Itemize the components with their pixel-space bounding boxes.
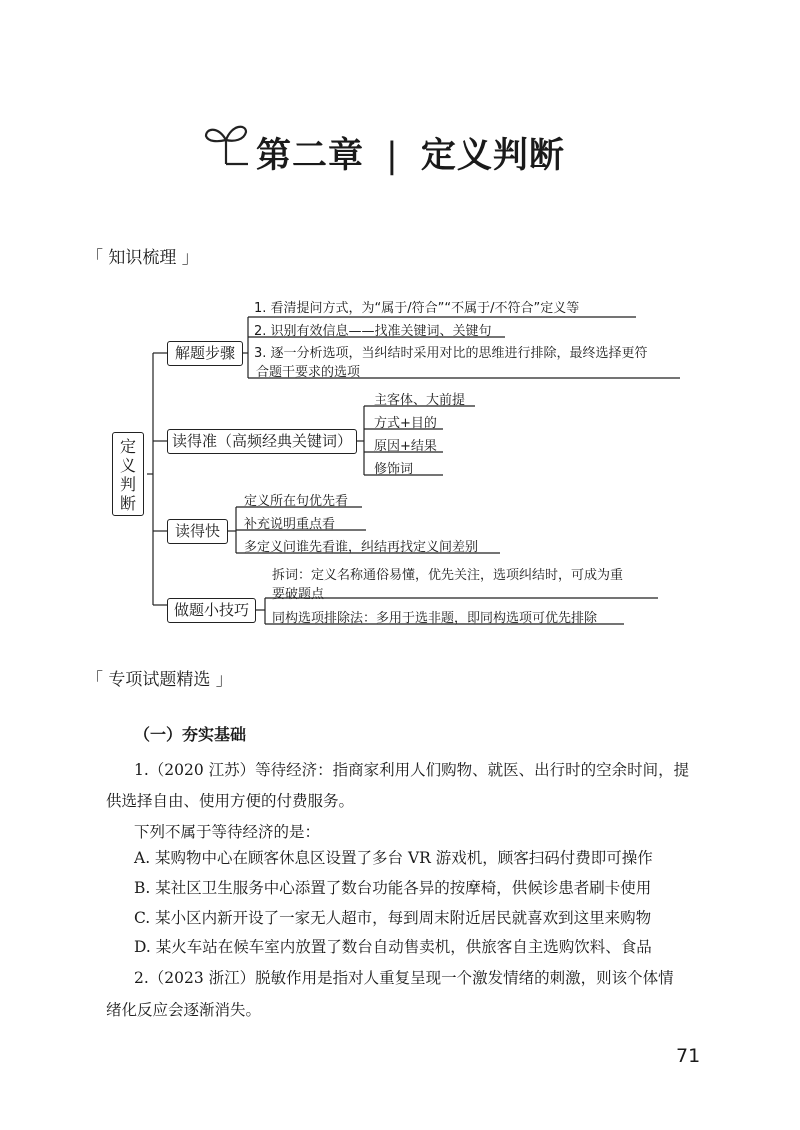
- q1-stem-line2: 供选择自由、使用方便的付费服务。: [106, 792, 355, 810]
- leaf-tips-2: 同构选项排除法：多用于选非题，即同构选项可优先排除: [272, 611, 598, 626]
- mindmap-root: 定义判断: [112, 432, 144, 516]
- q2-stem-line2: 绪化反应会逐渐消失。: [106, 1001, 262, 1019]
- leaf-steps-1: 1. 看清提问方式，为“属于/符合”“不属于/不符合”定义等: [254, 301, 580, 316]
- leaf-steps-3-cont: 合题干要求的选项: [256, 365, 361, 380]
- leaf-steps-2: 2. 识别有效信息——找准关键词、关键句: [254, 324, 492, 339]
- q1-stem-line1: 1.（2020 江苏）等待经济：指商家利用人们购物、就医、出行时的空余时间，提: [134, 761, 690, 779]
- branch-read-accurate: 读得准（高频经典关键词）: [167, 429, 357, 454]
- subsection-heading: （一）夯实基础: [134, 725, 247, 744]
- chapter-title: 第二章: [256, 136, 365, 176]
- branch-tips: 做题小技巧: [167, 598, 256, 623]
- leaf-accurate-1: 主客体、大前提: [374, 393, 466, 408]
- page-number: 71: [676, 1045, 701, 1067]
- leaf-fast-1: 定义所在句优先看: [244, 494, 349, 509]
- branch-steps: 解题步骤: [167, 341, 243, 366]
- chapter-separator: |: [386, 136, 399, 176]
- q1-option-b: B. 某社区卫生服务中心添置了数台功能各异的按摩椅，供候诊患者刷卡使用: [134, 879, 652, 897]
- q1-option-c: C. 某小区内新开设了一家无人超市，每到周末附近居民就喜欢到这里来购物: [134, 909, 652, 927]
- leaf-tips-1-cont: 要破题点: [272, 587, 325, 602]
- q1-option-a: A. 某购物中心在顾客休息区设置了多台 VR 游戏机，顾客扫码付费即可操作: [134, 849, 653, 867]
- q2-stem-line1: 2.（2023 浙江）脱敏作用是指对人重复呈现一个激发情绪的刺激，则该个体情: [134, 969, 674, 987]
- chapter-subtitle: 定义判断: [420, 136, 565, 176]
- leaf-tips-1: 拆词：定义名称通俗易懂，优先关注，选项纠结时，可成为重: [272, 568, 624, 583]
- leaf-steps-3: 3. 逐一分析选项，当纠结时采用对比的思维进行排除，最终选择更符: [254, 346, 648, 361]
- leaf-accurate-3: 原因+结果: [374, 439, 437, 454]
- q1-prompt: 下列不属于等待经济的是：: [134, 823, 321, 841]
- branch-read-fast: 读得快: [167, 519, 228, 544]
- leaf-accurate-2: 方式+目的: [374, 416, 437, 431]
- section-selected-heading: 「 专项试题精选 」: [86, 670, 233, 690]
- section-knowledge-heading: 「 知识梳理 」: [86, 248, 199, 268]
- leaf-fast-2: 补充说明重点看: [244, 517, 336, 532]
- q1-option-d: D. 某火车站在候车室内放置了数台自动售卖机，供旅客自主选购饮料、食品: [134, 938, 652, 956]
- leaf-fast-3: 多定义问谁先看谁，纠结再找定义间差别: [244, 540, 479, 555]
- leaf-accurate-4: 修饰词: [374, 462, 414, 477]
